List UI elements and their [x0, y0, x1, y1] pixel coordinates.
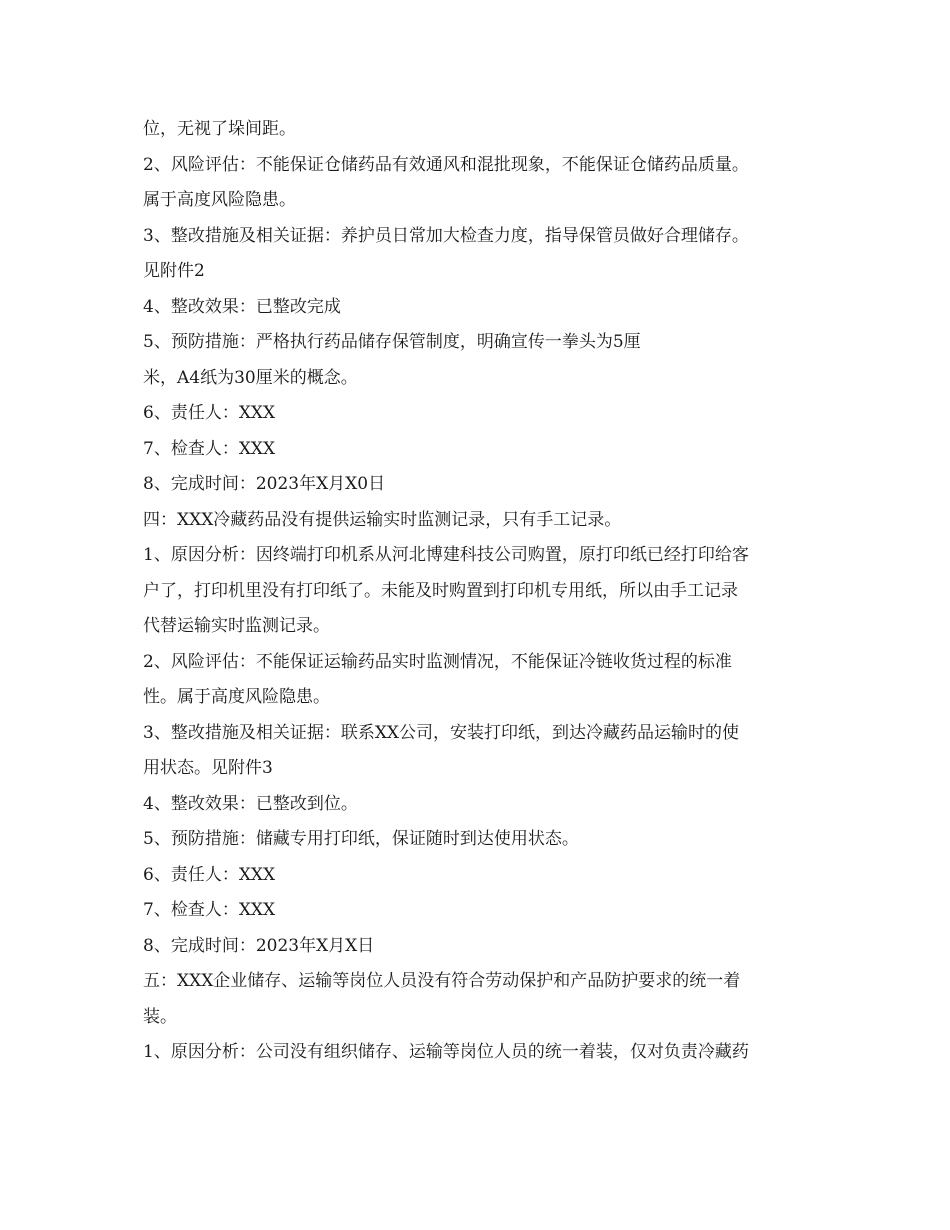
text-line: 户了，打印机里没有打印纸了。未能及时购置到打印机专用纸，所以由手工记录	[143, 580, 738, 601]
text-line: 米，A4纸为30厘米的概念。	[143, 367, 358, 388]
text-line: 6、责任人：XXX	[143, 864, 276, 885]
text-line: 3、整改措施及相关证据：联系XX公司，安装打印纸，到达冷藏药品运输时的使	[143, 722, 740, 743]
text-line: 性。属于高度风险隐患。	[143, 687, 330, 707]
text-line: 2、风险评估：不能保证运输药品实时监测情况，不能保证冷链收货过程的标准	[143, 651, 732, 672]
text-line: 属于高度风险隐患。	[143, 190, 296, 210]
text-line: 4、整改效果：已整改到位。	[143, 793, 358, 814]
text-line: 3、整改措施及相关证据：养护员日常加大检查力度，指导保管员做好合理储存。	[143, 225, 749, 246]
text-line: 7、检查人：XXX	[143, 900, 276, 920]
text-line: 8、完成时间：2023年X月X0日	[143, 474, 386, 494]
text-line: 位，无视了垛间距。	[143, 119, 296, 139]
text-line: 8、完成时间：2023年X月X日	[143, 935, 375, 956]
text-line: 4、整改效果：已整改完成	[143, 296, 341, 317]
text-line: 代替运输实时监测记录。	[143, 616, 330, 636]
text-line: 装。	[143, 1006, 177, 1027]
text-line: 见附件2	[143, 261, 205, 281]
text-line: 7、检查人：XXX	[143, 438, 276, 459]
document-body	[143, 112, 823, 1071]
text-line: 5、预防措施：严格执行药品储存保管制度，明确宣传一拳头为5厘	[143, 332, 641, 352]
text-line: 用状态。见附件3	[143, 758, 273, 778]
text-line: 1、原因分析：公司没有组织储存、运输等岗位人员的统一着装，仅对负责冷藏药	[143, 1042, 749, 1062]
text-line: 5、预防措施：储藏专用打印纸，保证随时到达使用状态。	[143, 829, 579, 849]
section-heading: 五：XXX企业储存、运输等岗位人员没有符合劳动保护和产品防护要求的统一着	[143, 971, 741, 991]
text-line: 6、责任人：XXX	[143, 403, 276, 423]
text-line: 2、风险评估：不能保证仓储药品有效通风和混批现象，不能保证仓储药品质量。	[143, 154, 749, 175]
section-heading: 四：XXX冷藏药品没有提供运输实时监测记录，只有手工记录。	[143, 509, 622, 530]
text-line: 1、原因分析：因终端打印机系从河北博建科技公司购置，原打印纸已经打印给客	[143, 545, 749, 565]
